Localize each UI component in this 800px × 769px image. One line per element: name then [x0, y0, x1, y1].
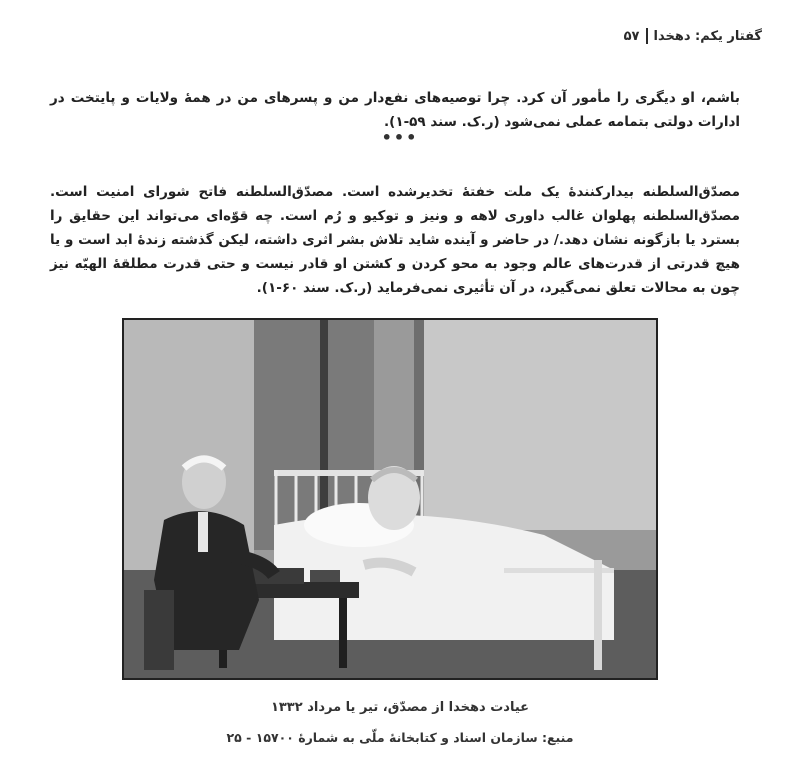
photo-chair: [144, 590, 174, 670]
photo-source: منبع: سازمان اسناد و کتابخانهٔ ملّی به شمارهٔ ۱۵۷۰۰ - ۲۵: [226, 730, 574, 745]
historical-photo: [122, 318, 658, 680]
photo-bed-post: [594, 560, 602, 670]
paragraph-1: باشم، او دیگری را مأمور آن کرد. چرا توصیه‌های نفع‌دار من و پسرهای من در همهٔ ولایات و پایتخت در ادارات دولتی بتمامه عملی نمی‌شود (ر.ک. سند ۵۹-۱).: [50, 89, 740, 130]
section-divider: •••: [381, 128, 419, 147]
chapter-title: گفتار یکم: دهخدا: [653, 28, 762, 44]
photo-illustration: [124, 320, 656, 678]
paragraph-2: مصدّق‌السلطنه بیدارکنندهٔ یک ملت خفتهٔ تخدیرشده است. مصدّق‌السلطنه فاتح شورای امنیت است. مصدّق‌السلطنه پهلوان غالب داوری لاهه و ونیز و توکیو و رُم است. چه قوّه‌ای می‌تواند این حقایق را بسترد یا بازگونه نشان دهد./ در حاضر و آینده شاید تلاش بشر اثری داشته، لیکن گذشته زندهٔ ابد است و یا هیچ قدرتی از قدرت‌های عالم وجود به محو کردن و کشتن او قادر نیست و حتی قدرت مطلقهٔ الهیّه نیز چون به محالات تعلق نمی‌گیرد، در آن تأثیری نمی‌فرماید (ر.ک. سند ۶۰-۱).: [50, 183, 740, 296]
page-number: ۵۷: [623, 28, 640, 44]
photo-window: [414, 320, 656, 530]
running-head: [624, 28, 762, 44]
header-separator: [646, 28, 648, 44]
photo-table-tray: [310, 570, 340, 582]
photo-visitor-shirt: [198, 512, 208, 552]
photo-table-leg-right: [339, 598, 347, 668]
photo-caption: عیادت دهخدا از مصدّق، تیر یا مرداد ۱۳۳۲: [270, 700, 530, 715]
